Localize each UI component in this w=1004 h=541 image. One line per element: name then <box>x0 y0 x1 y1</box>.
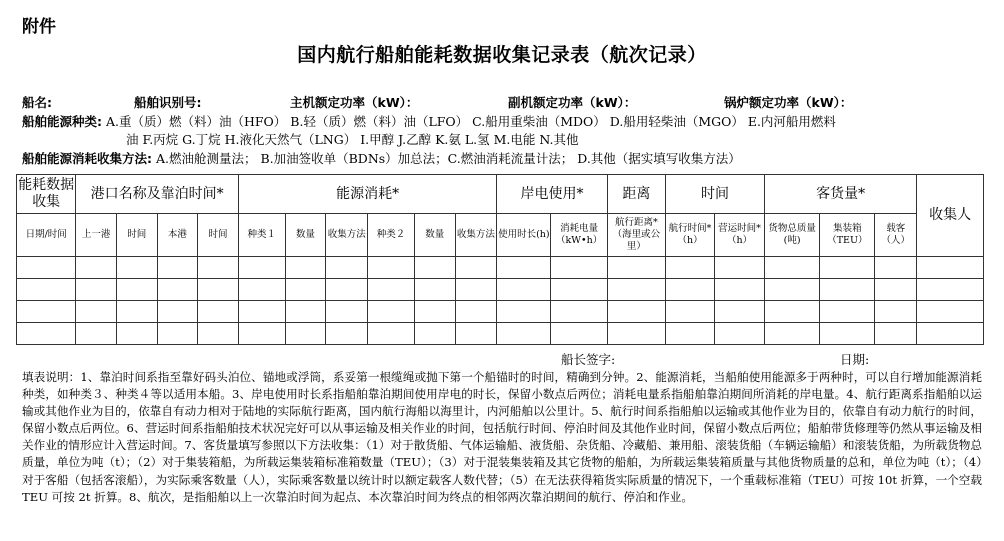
sub-teu: 集装箱（TEU） <box>820 214 875 257</box>
table-cell[interactable] <box>238 257 285 279</box>
table-cell[interactable] <box>198 323 239 345</box>
sub-qty-2: 数量 <box>414 214 455 257</box>
table-cell[interactable] <box>285 257 326 279</box>
table-cell[interactable] <box>497 279 551 301</box>
table-cell[interactable] <box>917 323 984 345</box>
table-cell[interactable] <box>76 323 117 345</box>
sub-cargo-mass: 货物总质量(吨) <box>765 214 820 257</box>
collection-methods-label: 船舶能源消耗收集方法: <box>22 151 152 166</box>
table-cell[interactable] <box>455 257 497 279</box>
sub-kind-2: 种类２ <box>368 214 415 257</box>
table-cell[interactable] <box>157 323 198 345</box>
sub-method-2: 收集方法 <box>455 214 497 257</box>
table-cell[interactable] <box>666 279 715 301</box>
sub-datetime: 日期/时间 <box>17 214 76 257</box>
table-cell[interactable] <box>368 323 415 345</box>
table-cell[interactable] <box>17 279 76 301</box>
table-cell[interactable] <box>368 301 415 323</box>
table-cell[interactable] <box>455 279 497 301</box>
table-cell[interactable] <box>76 257 117 279</box>
energy-types-label: 船舶能源种类: <box>22 114 102 129</box>
table-cell[interactable] <box>666 301 715 323</box>
sub-time-1: 时间 <box>117 214 158 257</box>
col-shore-power: 岸电使用* <box>497 175 607 214</box>
table-cell[interactable] <box>414 257 455 279</box>
table-body <box>17 257 984 345</box>
table-cell[interactable] <box>715 257 765 279</box>
table-cell[interactable] <box>820 323 875 345</box>
table-cell[interactable] <box>368 257 415 279</box>
table-cell[interactable] <box>414 323 455 345</box>
table-cell[interactable] <box>326 323 368 345</box>
sub-passengers: 载客（人） <box>875 214 917 257</box>
table-row <box>17 301 984 323</box>
table-cell[interactable] <box>666 257 715 279</box>
table-cell[interactable] <box>607 279 665 301</box>
table-cell[interactable] <box>326 257 368 279</box>
col-distance: 距离 <box>607 175 665 214</box>
table-row <box>17 257 984 279</box>
table-cell[interactable] <box>820 301 875 323</box>
table-cell[interactable] <box>285 301 326 323</box>
ship-id-field[interactable]: 船舶识别号: <box>134 95 202 110</box>
sub-consumption: 消耗电量（kW•h） <box>551 214 607 257</box>
signature-date[interactable]: 日期: <box>840 352 870 367</box>
fill-instructions: 填表说明：1、靠泊时间系指至靠好码头泊位、锚地或浮筒，系妥第一根缆绳或抛下第一个船锚时的时间，精确到分钟。2、能源消耗，当船舶使用能源多于两种时，可以自行增加能源消耗种类，如种类３、种类４等以适用本船。3、岸电使用时长系指船舶靠泊期间使用岸电的时长，保留小数点后两位；消耗电量系指船舶靠泊期间所消耗的岸电量。4、航行距离系指船舶以运输或其他作业为目的，依靠自有动力相对于陆地的实际航行距离，国内航行海船以海里计，内河船舶以公里计。5、航行时间系指船舶以运输或其他作业为目的，依靠自有动力航行的时间，保留小数点后两位。6、营运时间系指船舶技术状况完好可以从事运输及相关作业的时间，包括航行时间、停泊时间及其他作业时间，保留小数点后两位；船舶带货修理等仍然从事运输及相关作业的情形应计入营运时间。7、客货量填写参照以下方法收集：（1）对于散货船、气体运输船、液货船、杂货船、冷藏船、兼用船、滚装货船（车辆运输船）和滚装货船，为所载货物总质量，单位为吨（t）；（2）对于集装箱船，为所载运集装箱标准箱数量（TEU）；（3）对于混装集装箱及其它货物的船舶，为所载运集装箱质量与其他货物质量的总和，单位为吨（t）；（4）对于客船（包括客滚船），为实际乘客数量（人），实际乘客数量以统计时以额定载客人数代替；（5）在无法获得箱货实际质量的情况下，一个重载标准箱（TEU）可按 10t 折算，一个空载 TEU 可按 2t 折算。8、航次，是指船舶以上一次靠泊时间为起点、本次靠泊时间为终点的相邻两次靠泊期间的航行、停泊和作业。 <box>22 370 982 504</box>
table-cell[interactable] <box>875 301 917 323</box>
aux-power-field[interactable]: 副机额定功率（kW）： <box>508 95 637 110</box>
table-cell[interactable] <box>820 257 875 279</box>
table-cell[interactable] <box>414 279 455 301</box>
attachment-label: 附件 <box>22 17 56 37</box>
table-cell[interactable] <box>117 279 158 301</box>
table-cell[interactable] <box>455 301 497 323</box>
table-cell[interactable] <box>607 323 665 345</box>
col-time: 时间 <box>666 175 765 214</box>
table-cell[interactable] <box>455 323 497 345</box>
table-cell[interactable] <box>76 279 117 301</box>
sub-nav-time: 航行时间*（h） <box>666 214 715 257</box>
table-cell[interactable] <box>157 301 198 323</box>
ship-info-fields <box>22 93 982 111</box>
table-cell[interactable] <box>17 257 76 279</box>
col-port: 港口名称及靠泊时间* <box>76 175 239 214</box>
sub-prev-port: 上一港 <box>76 214 117 257</box>
table-cell[interactable] <box>666 323 715 345</box>
table-cell[interactable] <box>17 301 76 323</box>
table-cell[interactable] <box>765 323 820 345</box>
table-cell[interactable] <box>76 301 117 323</box>
collection-methods-line <box>22 150 982 168</box>
table-sub-header-row <box>17 214 984 257</box>
table-cell[interactable] <box>917 301 984 323</box>
col-energy-data: 能耗数据收集 <box>17 175 76 214</box>
table-cell[interactable] <box>765 257 820 279</box>
boiler-power-field[interactable]: 锅炉额定功率（kW）： <box>724 95 853 110</box>
col-collector: 收集人 <box>917 175 984 257</box>
table-cell[interactable] <box>875 323 917 345</box>
sub-nav-distance: 航行距离*（海里或公里） <box>607 214 665 257</box>
table-cell[interactable] <box>917 257 984 279</box>
col-energy: 能源消耗* <box>238 175 496 214</box>
table-cell[interactable] <box>117 323 158 345</box>
energy-types-text: A.重（质）燃（料）油（HFO） B.轻（质）燃（料）油（LFO） C.船用重柴油（MDO） D.船用轻柴油（MGO） E.内河船用燃料 <box>105 114 836 129</box>
sub-method-1: 收集方法 <box>326 214 368 257</box>
table-cell[interactable] <box>238 301 285 323</box>
table-cell[interactable] <box>875 257 917 279</box>
table-cell[interactable] <box>326 301 368 323</box>
energy-types-line-2: 油 F.丙烷 G.丁烷 H.液化天然气（LNG） I.甲醇 J.乙醇 K.氨 L.氢 M.电能 N.其他 <box>126 132 579 147</box>
table-cell[interactable] <box>414 301 455 323</box>
collection-methods-text: A.燃油舱测量法； B.加油签收单（BDNs）加总法；C.燃油消耗流量计法； D.其他（据实填写收集方法） <box>155 151 741 166</box>
main-power-field[interactable]: 主机额定功率（kW）： <box>290 95 419 110</box>
table-cell[interactable] <box>198 301 239 323</box>
table-cell[interactable] <box>117 301 158 323</box>
table-cell[interactable] <box>551 323 607 345</box>
table-cell[interactable] <box>198 257 239 279</box>
ship-name-field[interactable]: 船名: <box>22 95 52 110</box>
col-cargo: 客货量* <box>765 175 917 214</box>
table-cell[interactable] <box>157 279 198 301</box>
table-cell[interactable] <box>551 257 607 279</box>
table-cell[interactable] <box>497 257 551 279</box>
table-cell[interactable] <box>326 279 368 301</box>
table-group-header-row <box>17 175 984 214</box>
table-cell[interactable] <box>497 323 551 345</box>
table-cell[interactable] <box>17 323 76 345</box>
table-row <box>17 279 984 301</box>
captain-signature[interactable]: 船长签字: <box>561 352 616 367</box>
table-cell[interactable] <box>765 301 820 323</box>
sub-this-port: 本港 <box>157 214 198 257</box>
table-cell[interactable] <box>368 279 415 301</box>
table-cell[interactable] <box>551 301 607 323</box>
table-cell[interactable] <box>715 323 765 345</box>
table-cell[interactable] <box>715 301 765 323</box>
energy-types-line <box>22 113 982 131</box>
table-cell[interactable] <box>765 279 820 301</box>
table-cell[interactable] <box>715 279 765 301</box>
table-row <box>17 323 984 345</box>
table-cell[interactable] <box>285 279 326 301</box>
table-cell[interactable] <box>607 257 665 279</box>
table-cell[interactable] <box>157 257 198 279</box>
sub-qty-1: 数量 <box>285 214 326 257</box>
table-cell[interactable] <box>551 279 607 301</box>
table-cell[interactable] <box>820 279 875 301</box>
record-table <box>16 174 984 345</box>
table-cell[interactable] <box>238 323 285 345</box>
table-cell[interactable] <box>875 279 917 301</box>
table-cell[interactable] <box>238 279 285 301</box>
sub-kind-1: 种类１ <box>238 214 285 257</box>
sub-use-time: 使用时长(h) <box>497 214 551 257</box>
table-cell[interactable] <box>117 257 158 279</box>
table-cell[interactable] <box>497 301 551 323</box>
table-cell[interactable] <box>607 301 665 323</box>
sub-op-time: 营运时间*（h） <box>715 214 765 257</box>
table-cell[interactable] <box>198 279 239 301</box>
sub-time-2: 时间 <box>198 214 239 257</box>
page-title: 国内航行船舶能耗数据收集记录表（航次记录） <box>297 44 707 66</box>
table-cell[interactable] <box>285 323 326 345</box>
table-cell[interactable] <box>917 279 984 301</box>
